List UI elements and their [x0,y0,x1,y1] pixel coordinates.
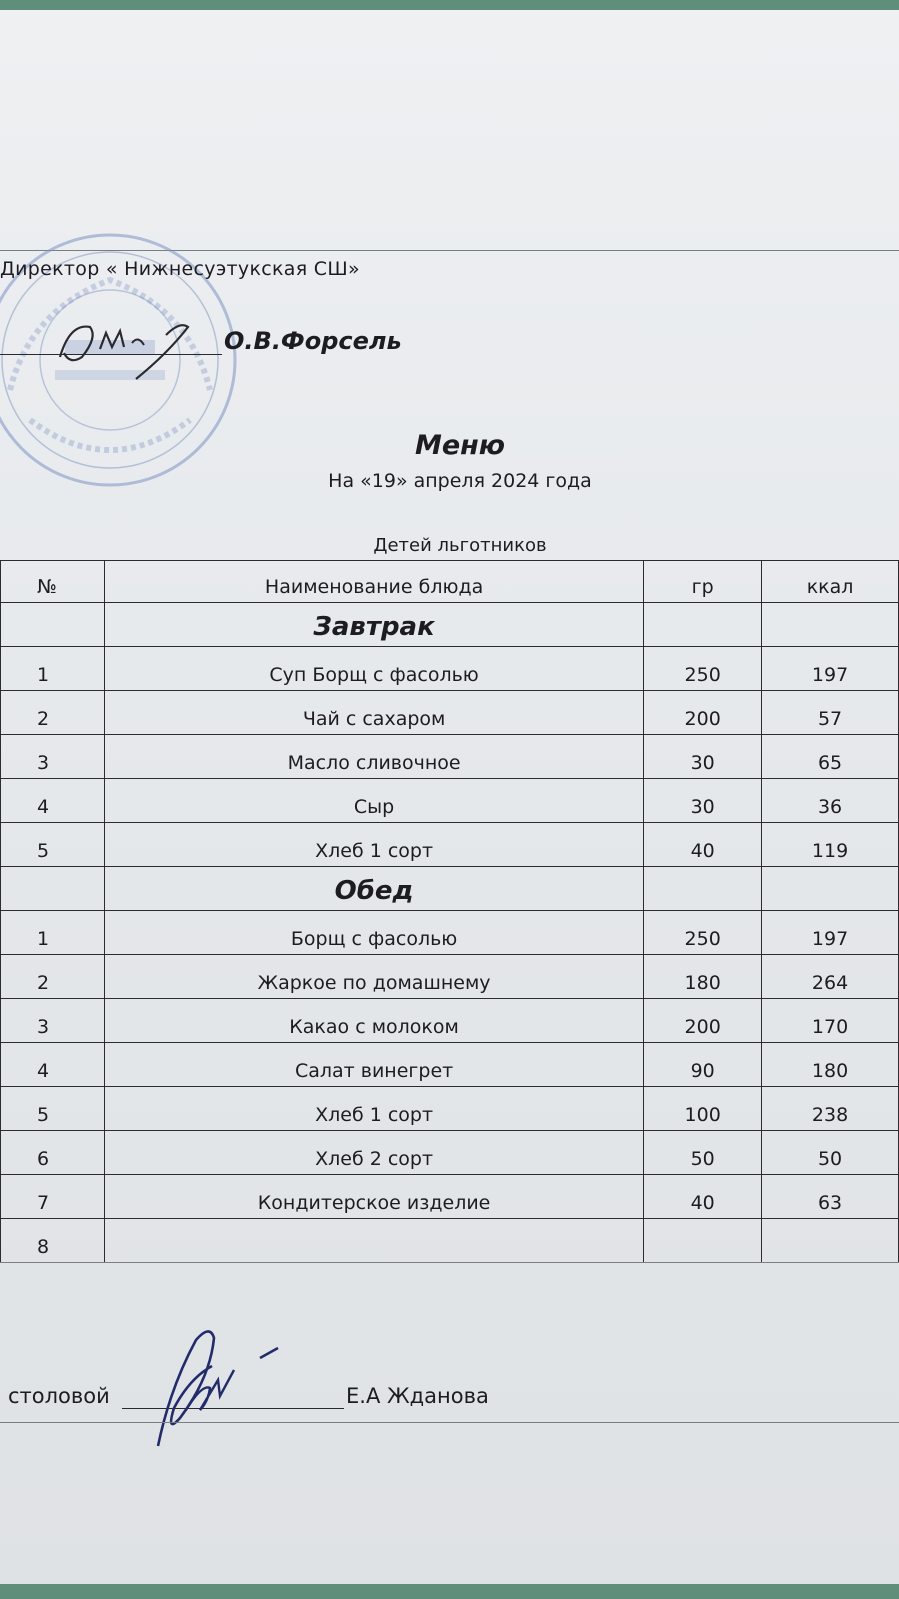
dish-kcal: 36 [762,779,899,823]
dish-kcal: 63 [762,1175,899,1219]
row-number: 5 [1,823,105,867]
table-row [1,1219,899,1263]
dish-kcal: 170 [762,999,899,1043]
dish-name: Суп Борщ с фасолью [104,647,643,691]
table-row [1,1175,899,1219]
table-row [1,911,899,955]
table-row [1,999,899,1043]
dish-name: Какао с молоком [104,999,643,1043]
row-number: 4 [1,779,105,823]
dish-kcal: 65 [762,735,899,779]
director-line: Директор « Нижнесуэтукская СШ» [0,258,360,280]
section-label-breakfast: Завтрак [313,612,435,642]
canteen-manager-name: Е.А Жданова [346,1384,489,1408]
dish-name [104,1219,643,1263]
table-row [1,647,899,691]
director-signature [40,295,220,395]
dish-grams: 30 [644,735,762,779]
dish-kcal: 197 [762,647,899,691]
dish-grams: 250 [644,647,762,691]
canteen-label: столовой [8,1384,110,1408]
dish-name: Чай с сахаром [104,691,643,735]
dish-name: Жаркое по домашнему [104,955,643,999]
page-title: Меню [414,430,506,461]
dish-name: Хлеб 1 сорт [104,823,643,867]
row-number: 6 [1,1131,105,1175]
table-row [1,779,899,823]
dish-grams: 90 [644,1043,762,1087]
dish-kcal: 238 [762,1087,899,1131]
section-row-lunch [1,867,899,911]
row-number: 4 [1,1043,105,1087]
dish-kcal: 197 [762,911,899,955]
dish-grams: 40 [644,1175,762,1219]
row-number: 2 [1,955,105,999]
dish-grams: 200 [644,691,762,735]
table-row [1,691,899,735]
row-number: 1 [1,911,105,955]
table-row [1,955,899,999]
row-number: 3 [1,999,105,1043]
canteen-signature [140,1318,290,1458]
dish-grams: 40 [644,823,762,867]
dish-name: Салат винегрет [104,1043,643,1087]
row-number: 7 [1,1175,105,1219]
table-row [1,1131,899,1175]
row-number: 3 [1,735,105,779]
dish-name: Борщ с фасолью [104,911,643,955]
dish-name: Масло сливочное [104,735,643,779]
row-number: 5 [1,1087,105,1131]
dish-name: Кондитерское изделие [104,1175,643,1219]
column-header-dish: Наименование блюда [104,561,643,603]
dish-grams [644,1219,762,1263]
column-header-number: № [1,561,105,603]
menu-table [0,560,899,1263]
row-number: 1 [1,647,105,691]
dish-name: Хлеб 2 сорт [104,1131,643,1175]
dish-kcal: 57 [762,691,899,735]
table-header-row [1,561,899,603]
menu-date: На «19» апреля 2024 года [328,470,592,492]
dish-kcal: 264 [762,955,899,999]
table-row [1,1043,899,1087]
dish-kcal [762,1219,899,1263]
dish-name: Хлеб 1 сорт [104,1087,643,1131]
dish-kcal: 180 [762,1043,899,1087]
row-number: 8 [1,1219,105,1263]
dish-grams: 30 [644,779,762,823]
footer-divider [0,1422,899,1423]
menu-category: Детей льготников [373,535,547,556]
dish-grams: 50 [644,1131,762,1175]
column-header-grams: гр [644,561,762,603]
table-bottom-divider [0,1262,899,1263]
dish-grams: 100 [644,1087,762,1131]
column-header-kcal: ккал [762,561,899,603]
section-row-breakfast [1,603,899,647]
dish-name: Сыр [104,779,643,823]
director-name: О.В.Форсель [224,327,402,355]
dish-grams: 180 [644,955,762,999]
table-row [1,735,899,779]
row-number: 2 [1,691,105,735]
menu-document [0,10,899,1584]
dish-kcal: 119 [762,823,899,867]
dish-kcal: 50 [762,1131,899,1175]
dish-grams: 200 [644,999,762,1043]
dish-grams: 250 [644,911,762,955]
section-label-lunch: Обед [334,876,414,906]
table-row [1,1087,899,1131]
table-row [1,823,899,867]
